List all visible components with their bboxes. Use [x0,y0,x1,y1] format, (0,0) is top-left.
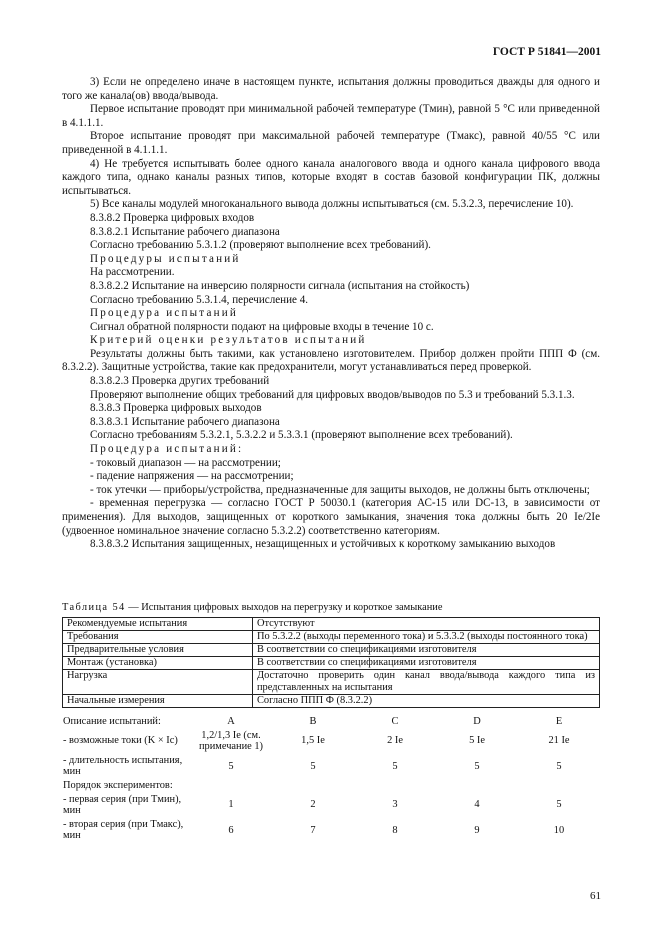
paragraph: 3) Если не определено иначе в настоящем пункте, испытания должны проводиться дважды для одного и того же канала(ов) ввода/вывода. [62,76,600,102]
table-caption [62,601,602,615]
paragraph: Согласно требованию 5.3.1.4, перечисление 4. [90,293,309,306]
cell: 1,2/1,3 Ie (см. примечание 1) [198,729,264,753]
list-item: - ток утечки — приборы/устройства, предназначенные для защиты выходов, не должны быть отключены; [90,483,590,496]
row-value: По 5.3.2.2 (выходы переменного тока) и 5.3.3.2 (выходы постоянного тока) [253,631,600,644]
cell: 1 [228,799,234,811]
document-code: ГОСТ Р 51841—2001 [492,46,601,58]
paragraph: Первое испытание проводят при минимальной рабочей температуре (Tмин), равной 5 °С или приведенной в 4.1.1.1. [62,103,600,129]
desc-label: Описание испытаний: [63,716,161,727]
section-heading: 8.3.8.3 Проверка цифровых выходов [90,402,262,415]
section-heading: 8.3.8.2.2 Испытание на инверсию полярности сигнала (испытания на стойкость) [90,279,470,292]
cell: 5 [310,760,316,772]
cell: 21 Ie [548,735,570,747]
section-heading: 8.3.8.3.2 Испытания защищенных, незащищенных и устойчивых к короткому замыканию выходов [90,538,556,551]
row-label: Рекомендуемые испытания [63,618,253,631]
paragraph: Проверяют выполнение общих требований для цифровых вводов/выводов по 5.3 и требований 5.3.1.3. [90,388,575,401]
procedure-heading: Процедура испытаний [90,307,239,320]
cell: 6 [228,824,234,836]
table-caption-lead: Таблица 54 [62,602,126,613]
row-label: Требования [63,631,253,644]
cell: 7 [310,824,316,836]
cell: 3 [392,799,398,811]
row-value: Достаточно проверить один канал ввода/вывода каждого типа из представленных на испытания [253,670,600,695]
row-label: - возможные токи (K × Ic) [63,735,178,747]
row-label: - длительность испытания, мин [63,754,183,778]
list-item: - временная перегрузка — согласно ГОСТ Р 50030.1 (категория АС-15 или DC-13, в зависимости от применения). Для выходов, защищенных от короткого замыкания, значения тока должны быть 20 Ie/2Ie (удвоенное номинальное значение согласно 5.3.2.2) соответственно категориям. [62,497,600,537]
section-heading: 8.3.8.2 Проверка цифровых входов [90,211,255,224]
page-number: 61 [590,890,601,902]
row-label: Начальные измерения [63,695,253,708]
column-header: D [473,716,481,727]
section-heading: 8.3.8.2.3 Проверка других требований [90,375,270,388]
test-description-table [62,715,600,843]
cell: 5 [392,760,398,772]
cell: 5 Ie [469,735,485,747]
row-value: Отсутствуют [253,618,600,631]
column-header: C [391,716,399,727]
row-label: Монтаж (установка) [63,657,253,670]
cell: 2 Ie [387,735,403,747]
paragraph: Согласно требованию 5.3.1.2 (проверяют выполнение всех требований). [90,239,431,252]
column-header: B [309,716,317,727]
paragraph: На рассмотрении. [90,266,175,279]
body-text [62,76,600,552]
criteria-heading: Критерий оценки результатов испытаний [90,334,367,347]
column-header: A [227,716,235,727]
paragraph: 5) Все каналы модулей многоканального вывода должны испытываться (см. 5.3.2.3, перечисление 10). [90,198,574,211]
row-label: Порядок экспериментов: [63,779,173,791]
table-caption-text: — Испытания цифровых выходов на перегрузку и короткое замыкание [125,602,443,613]
row-label: - первая серия (при Tмин), мин [63,793,182,817]
row-label: Предварительные условия [63,644,253,657]
table-row [63,618,600,631]
table-row [62,779,600,793]
section-heading: 8.3.8.3.1 Испытание рабочего диапазона [90,415,280,428]
cell: 9 [474,824,480,836]
paragraph: Согласно требованиям 5.3.2.1, 5.3.2.2 и 5.3.3.1 (проверяют выполнение всех требований). [90,429,513,442]
row-label: - вторая серия (при Tмакс), мин [63,818,184,842]
cell: 2 [310,799,316,811]
cell: 4 [474,799,480,811]
list-item: - падение напряжения — на рассмотрении; [90,470,294,483]
table-row [62,754,600,779]
row-value: В соответствии со спецификациями изготовителя [253,644,600,657]
table-row [62,793,600,818]
table-row [63,631,600,644]
procedure-heading: Процедура испытаний: [90,443,244,456]
cell: 5 [556,799,562,811]
table-row [63,695,600,708]
row-value: Согласно ППП Ф (8.3.2.2) [253,695,600,708]
cell: 10 [553,824,565,836]
table-row [62,729,600,754]
table-row [62,715,600,729]
list-item: - токовый диапазон — на рассмотрении; [90,456,281,469]
column-header: E [555,716,563,727]
section-heading: 8.3.8.2.1 Испытание рабочего диапазона [90,225,280,238]
table-row [63,657,600,670]
cell: 8 [392,824,398,836]
cell: 5 [474,760,480,772]
paragraph: Второе испытание проводят при максимальной рабочей температуре (Tмакс), равной 40/55 °С или приведенной в 4.1.1.1. [62,130,600,156]
test-table [62,617,600,708]
row-value: В соответствии со спецификациями изготовителя [253,657,600,670]
cell: 5 [556,760,562,772]
cell: 1,5 Ie [301,735,325,747]
procedure-heading: Процедуры испытаний [90,252,241,265]
row-label: Нагрузка [63,670,253,695]
table-row [63,644,600,657]
paragraph: Результаты должны быть такими, как установлено изготовителем. Прибор должен пройти ППП Ф (см. 8.3.2.2). Защитные устройства, такие как предохранители, могут устанавливаться перед проверкой. [62,347,600,374]
table-row [62,818,600,843]
cell: 5 [228,760,234,772]
paragraph: 4) Не требуется испытывать более одного канала аналогового ввода и одного канала цифрового ввода каждого типа, однако каналы разных типов, которые входят в состав базовой конфигурации ПК, должны испытываться. [62,157,600,197]
table-row [63,670,600,695]
paragraph: Сигнал обратной полярности подают на цифровые входы в течение 10 с. [90,320,434,333]
